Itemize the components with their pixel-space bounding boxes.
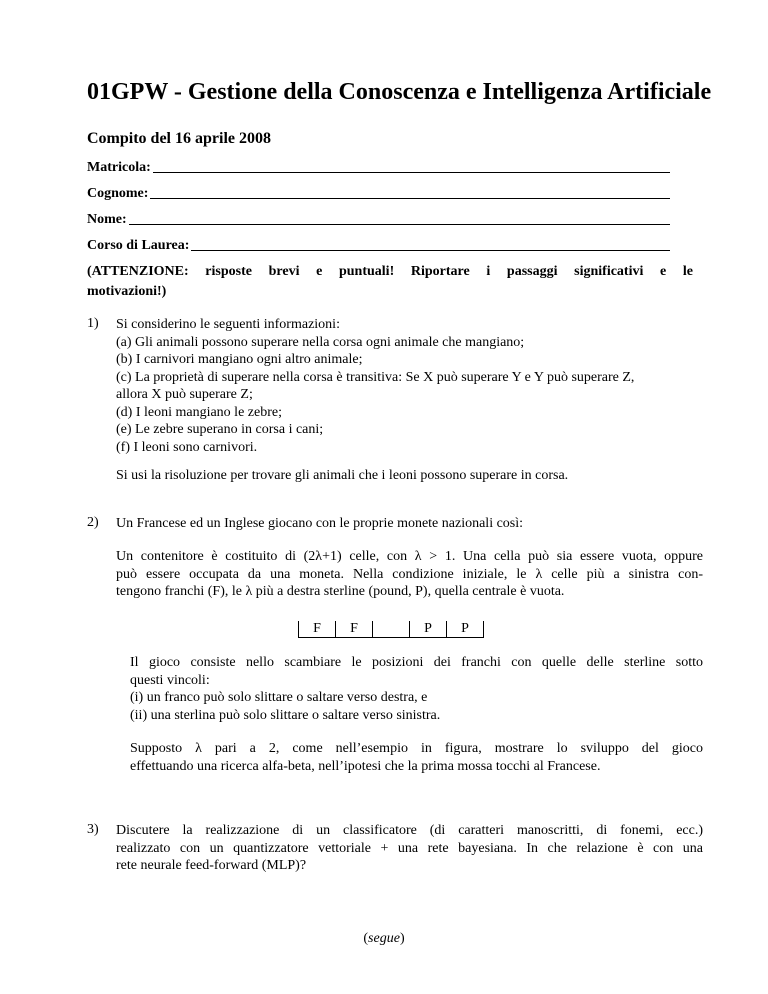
question-3-number: 3) (87, 822, 99, 837)
question-3-body (116, 822, 703, 875)
q2-task-line1: Supposto λ pari a 2, come nell’esempio in figura, mostrare lo sviluppo del gioco (130, 741, 703, 756)
corso-field[interactable] (87, 234, 670, 254)
q1-item-a: (a) Gli animali possono superare nella corsa ogni animale che mangiano; (116, 334, 525, 350)
cognome-line[interactable] (150, 197, 670, 199)
q3-line3: rete neurale feed-forward (MLP)? (116, 858, 307, 873)
q2-rules-line1: Il gioco consiste nello scambiare le posizioni dei franchi con quelle delle sterline sotto (130, 655, 703, 670)
nome-field[interactable] (87, 208, 670, 228)
q3-line2: realizzato con un quantizzatore vettoriale + una rete bayesiana. In che relazione è con una (116, 840, 703, 856)
attention-note-line2: motivazioni!) (87, 284, 167, 299)
footer-segue: segue (368, 931, 400, 946)
question-1-task (116, 467, 703, 485)
q2-paragraph-line3: tengono franchi (F), le λ più a destra sterline (pound, P), quella centrale è vuota. (116, 584, 565, 599)
cell-1: F (299, 621, 336, 638)
question-1-number: 1) (87, 316, 99, 331)
continues-footer (0, 931, 768, 947)
corso-label: Corso di Laurea: (87, 238, 190, 253)
cell-5: P (447, 621, 484, 638)
cognome-label: Cognome: (87, 186, 149, 201)
q1-item-c-line2: allora X può superare Z; (116, 387, 253, 402)
q1-item-e: (e) Le zebre superano in corsa i cani; (116, 422, 324, 437)
q1-task: Si usi la risoluzione per trovare gli animali che i leoni possono superare in corsa. (116, 468, 569, 483)
matricola-line[interactable] (153, 171, 670, 173)
q1-item-f: (f) I leoni sono carnivori. (116, 439, 258, 455)
q3-line1: Discutere la realizzazione di un classificatore (di caratteri manoscritti, di fonemi, ecc.) (116, 823, 703, 838)
cognome-field[interactable] (87, 182, 670, 202)
question-2-rules (130, 654, 703, 724)
nome-label: Nome: (87, 212, 127, 227)
question-2-task (130, 740, 703, 775)
footer-open-paren: ( (363, 931, 369, 946)
cell-4: P (410, 621, 447, 638)
question-2-number: 2) (87, 515, 99, 530)
q2-paragraph-line2: può essere occupata da una moneta. Nella condizione iniziale, le λ celle più a sinistra con- (116, 566, 703, 582)
nome-line[interactable] (129, 223, 670, 225)
q1-intro: Si considerino le seguenti informazioni: (116, 317, 340, 332)
q1-item-b: (b) I carnivori mangiano ogni altro animale; (116, 352, 363, 367)
q1-item-c-line1: (c) La proprietà di superare nella corsa è transitiva: Se X può superare Y e Y può superare Z, (116, 369, 635, 385)
question-2-paragraph (116, 548, 703, 601)
cell-3 (373, 621, 410, 638)
q2-rule-i: (i) un franco può solo slittare o saltare verso destra, e (130, 690, 428, 705)
corso-line[interactable] (191, 249, 670, 251)
q2-intro: Un Francese ed un Inglese giocano con le proprie monete nazionali così: (116, 516, 524, 531)
footer-close-paren: ) (399, 931, 405, 946)
cell-2: F (336, 621, 373, 638)
exam-date-subtitle: Compito del 16 aprile 2008 (87, 130, 271, 147)
coin-container-figure (298, 621, 484, 638)
question-2-intro (116, 515, 703, 533)
page-title: 01GPW - Gestione della Conoscenza e Intelligenza Artificiale (87, 79, 712, 105)
attention-note-line1: (ATTENZIONE: risposte brevi e puntuali! Riportare i passaggi significativi e le (87, 264, 693, 279)
q2-paragraph-line1: Un contenitore è costituito di (2λ+1) celle, con λ > 1. Una cella può sia essere vuota, oppure (116, 549, 703, 564)
q1-item-d: (d) I leoni mangiano le zebre; (116, 404, 282, 420)
q2-rules-line2: questi vincoli: (130, 672, 210, 688)
q2-task-line2: effettuando una ricerca alfa-beta, nell’ipotesi che la prima mossa tocchi al Francese. (130, 758, 601, 774)
question-1-body (116, 316, 703, 456)
matricola-label: Matricola: (87, 160, 151, 175)
q2-rule-ii: (ii) una sterlina può solo slittare o saltare verso sinistra. (130, 707, 441, 723)
matricola-field[interactable] (87, 156, 670, 176)
